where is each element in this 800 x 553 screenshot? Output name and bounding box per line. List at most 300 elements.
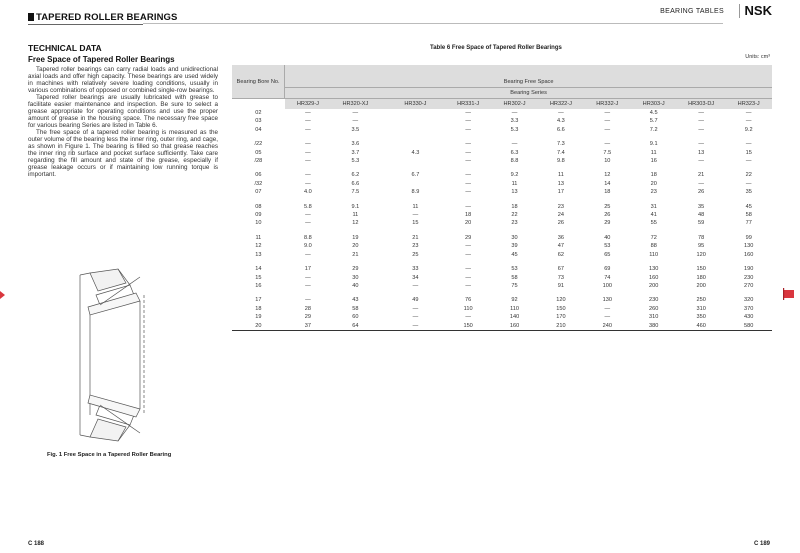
value-cell: 67 xyxy=(557,266,565,273)
table-row xyxy=(232,165,772,179)
value-cell: 22 xyxy=(745,172,752,179)
value-cell: 7.3 xyxy=(557,141,565,148)
value-cell: 110 xyxy=(510,305,519,312)
technical-data-subtitle: Free Space of Tapered Roller Bearings xyxy=(28,55,175,64)
value-cell: — xyxy=(465,243,471,250)
header-rule-left xyxy=(28,24,143,25)
table-row xyxy=(232,117,772,125)
bearing-series-header: Bearing Series xyxy=(285,88,772,99)
header-rule xyxy=(143,23,723,24)
table-row xyxy=(232,313,772,321)
value-cell: 9.2 xyxy=(510,172,519,179)
value-cell: 20 xyxy=(650,180,657,187)
value-cell: 43 xyxy=(352,297,359,304)
value-cell: — xyxy=(352,110,359,116)
value-cell: 11 xyxy=(352,212,359,219)
value-cell: 5.7 xyxy=(649,118,658,125)
table-row xyxy=(232,211,772,219)
table-row xyxy=(232,305,772,313)
value-cell: 9.1 xyxy=(351,203,360,210)
value-cell xyxy=(386,126,445,134)
value-cell: — xyxy=(412,314,419,321)
table-row xyxy=(232,282,772,290)
value-cell: — xyxy=(511,141,518,148)
value-cell: 31 xyxy=(650,203,657,210)
value-cell: 29 xyxy=(604,220,611,227)
value-cell: 19 xyxy=(352,234,359,241)
value-cell: — xyxy=(698,118,704,125)
column-header: HR303-J xyxy=(631,99,677,110)
bore-number-cell: 04 xyxy=(255,126,262,133)
value-cell: 23 xyxy=(412,243,419,250)
value-cell: 58 xyxy=(745,212,752,219)
value-cell: 72 xyxy=(650,234,657,241)
value-cell: 45 xyxy=(745,203,752,210)
value-cell: 11 xyxy=(412,203,419,210)
value-cell: 24 xyxy=(557,212,565,219)
bore-number-cell: 15 xyxy=(255,274,262,281)
bore-number-cell: 19 xyxy=(255,314,262,321)
value-cell: 3.6 xyxy=(351,141,360,148)
bore-number-cell: 05 xyxy=(255,149,262,156)
value-cell: 150 xyxy=(556,305,566,312)
value-cell: — xyxy=(698,126,704,133)
value-cell: 6.7 xyxy=(411,172,420,179)
value-cell xyxy=(386,117,445,125)
page-number-right: C 189 xyxy=(753,541,770,547)
bore-number-cell: /22 xyxy=(254,141,263,148)
value-cell: 7.5 xyxy=(603,149,612,156)
value-cell: 130 xyxy=(744,243,754,250)
bore-number-cell: 10 xyxy=(255,220,262,227)
value-cell: 41 xyxy=(650,212,657,219)
value-cell: — xyxy=(698,110,704,116)
value-cell: 110 xyxy=(463,305,473,312)
value-cell: 92 xyxy=(511,297,518,304)
units-label: Units: cm³ xyxy=(745,54,770,60)
value-cell: — xyxy=(465,251,471,258)
value-cell: — xyxy=(745,110,752,116)
value-cell: 230 xyxy=(744,274,754,281)
value-cell: 40 xyxy=(604,234,611,241)
value-cell: 74 xyxy=(604,274,611,281)
value-cell: 69 xyxy=(604,266,611,273)
value-cell: — xyxy=(465,141,471,148)
thumb-index-marker-icon xyxy=(0,290,6,300)
value-cell: 48 xyxy=(698,212,705,219)
value-cell: 100 xyxy=(602,282,612,289)
value-cell: — xyxy=(698,141,704,148)
value-cell: — xyxy=(465,172,471,179)
value-cell: — xyxy=(412,305,419,312)
value-cell: 180 xyxy=(696,274,706,281)
value-cell: 3.7 xyxy=(351,149,360,156)
value-cell: 5.3 xyxy=(351,158,360,165)
value-cell: — xyxy=(698,180,704,187)
value-cell: — xyxy=(604,118,611,125)
column-header: HR332-J xyxy=(584,99,630,110)
value-cell: 240 xyxy=(602,322,612,329)
value-cell: 170 xyxy=(556,314,566,321)
value-cell: 58 xyxy=(352,305,359,312)
value-cell: 140 xyxy=(509,314,520,321)
value-cell: 40 xyxy=(352,282,359,289)
value-cell: — xyxy=(465,118,471,125)
value-cell: 320 xyxy=(744,297,754,304)
value-cell xyxy=(386,157,445,165)
value-cell: 11 xyxy=(650,149,657,156)
value-cell: 5.3 xyxy=(510,126,519,133)
value-cell: — xyxy=(305,282,311,289)
page-number-left: C 188 xyxy=(28,541,45,547)
value-cell: 9.2 xyxy=(744,126,753,133)
value-cell: 350 xyxy=(696,314,706,321)
free-space-table xyxy=(232,65,772,331)
bore-number-cell: 14 xyxy=(255,266,262,273)
value-cell: — xyxy=(305,141,311,148)
value-cell: — xyxy=(305,274,311,281)
value-cell: 15 xyxy=(412,220,419,227)
value-cell: 25 xyxy=(412,251,419,258)
value-cell: — xyxy=(305,212,311,219)
value-cell: 29 xyxy=(304,314,312,321)
value-cell: 39 xyxy=(511,243,518,250)
value-cell: 35 xyxy=(698,203,705,210)
table-row xyxy=(232,242,772,250)
paragraph: The free space of a tapered roller bearing is measured as the outer volume of the bearing less the inner ring, outer ring, and cage, as shown in Figure 1. The bearing is filled so that grease reaches the inner ring rib surface and pocket surface sufficiently. Take care regarding the fill amount and state of the grease, especially if grease leakage occurs or if maintaining low running torque is important. xyxy=(28,129,218,178)
technical-data-title: TECHNICAL DATA xyxy=(28,43,102,53)
value-cell: 310 xyxy=(696,305,706,312)
value-cell: 250 xyxy=(696,297,706,304)
value-cell: 7.5 xyxy=(351,189,360,196)
section-title xyxy=(28,12,177,23)
value-cell: 11 xyxy=(511,180,518,187)
value-cell: 270 xyxy=(744,282,754,289)
value-cell: 4.3 xyxy=(557,118,565,125)
value-cell: — xyxy=(465,203,471,210)
value-cell: — xyxy=(305,220,311,227)
value-cell: 33 xyxy=(412,266,419,273)
value-cell: 20 xyxy=(465,220,472,227)
value-cell: — xyxy=(465,266,471,273)
value-cell: 23 xyxy=(557,203,565,210)
column-header: HR322-J xyxy=(538,99,584,110)
value-cell: 9.1 xyxy=(649,141,658,148)
value-cell: 430 xyxy=(744,314,754,321)
value-cell: 10 xyxy=(604,158,611,165)
value-cell: 25 xyxy=(604,203,611,210)
table-row xyxy=(232,228,772,242)
value-cell: 88 xyxy=(650,243,657,250)
value-cell: — xyxy=(352,118,359,125)
value-cell: — xyxy=(465,149,471,156)
technical-data-section xyxy=(28,43,218,178)
value-cell: — xyxy=(465,110,471,116)
table-row xyxy=(232,322,772,331)
square-bullet-icon xyxy=(28,13,34,21)
table-row xyxy=(232,274,772,282)
table-row xyxy=(232,109,772,117)
value-cell: 130 xyxy=(649,266,659,273)
value-cell: 75 xyxy=(511,282,518,289)
thumb-index-flag-icon xyxy=(782,288,796,300)
value-cell: — xyxy=(465,189,471,196)
value-cell: — xyxy=(511,110,518,116)
value-cell: 150 xyxy=(463,322,473,329)
value-cell: 22 xyxy=(511,212,518,219)
value-cell: 6.6 xyxy=(557,126,565,133)
value-cell: 120 xyxy=(696,251,706,258)
value-cell: 6.3 xyxy=(510,149,519,156)
value-cell: — xyxy=(305,180,311,187)
value-cell: 6.6 xyxy=(351,180,360,187)
value-cell: — xyxy=(305,172,311,179)
value-cell: 18 xyxy=(650,172,657,179)
value-cell: — xyxy=(305,149,311,156)
value-cell: — xyxy=(465,282,471,289)
column-header: HR303-DJ xyxy=(677,99,726,110)
value-cell: — xyxy=(305,110,311,116)
value-cell: 17 xyxy=(304,266,312,273)
value-cell: 13 xyxy=(511,189,518,196)
table-row xyxy=(232,157,772,165)
paragraph: Tapered roller bearings can carry radial loads and unidirectional axial loads and offer high capacity. These bearings are used widely in machines with relatively severe loading conditions, usually in various combinations of opposed or combined single-row bearings. xyxy=(28,66,218,94)
value-cell: 260 xyxy=(649,305,659,312)
value-cell: 380 xyxy=(649,322,659,329)
value-cell: 13 xyxy=(698,149,705,156)
table-row xyxy=(232,251,772,259)
value-cell: 76 xyxy=(465,297,472,304)
value-cell: 21 xyxy=(698,172,705,179)
bore-number-cell: 07 xyxy=(255,189,262,196)
column-header: HR323-J xyxy=(725,99,772,110)
bore-number-cell: 13 xyxy=(255,251,262,258)
value-cell: — xyxy=(305,297,311,304)
table-row xyxy=(232,188,772,196)
value-cell: 26 xyxy=(604,212,611,219)
value-cell: 12 xyxy=(352,220,359,227)
table-row xyxy=(232,290,772,304)
value-cell: — xyxy=(604,110,611,116)
value-cell: 53 xyxy=(511,266,518,273)
value-cell: 45 xyxy=(511,251,518,258)
value-cell: 8.9 xyxy=(411,189,420,196)
bore-number-cell: 03 xyxy=(255,118,262,125)
value-cell: 190 xyxy=(744,266,754,273)
value-cell: 210 xyxy=(556,322,566,329)
value-cell: 30 xyxy=(352,274,359,281)
value-cell: — xyxy=(465,180,471,187)
value-cell: 200 xyxy=(696,282,706,289)
value-cell: 58 xyxy=(511,274,518,281)
bore-number-cell: /28 xyxy=(254,158,263,165)
value-cell: — xyxy=(465,314,471,321)
value-cell: — xyxy=(745,158,752,165)
value-cell: 77 xyxy=(745,220,752,227)
value-cell: 62 xyxy=(557,251,565,258)
value-cell: 160 xyxy=(649,274,659,281)
value-cell: — xyxy=(465,274,471,281)
section-title-text: TAPERED ROLLER BEARINGS xyxy=(36,12,178,23)
value-cell: 20 xyxy=(352,243,359,250)
value-cell: 110 xyxy=(649,251,659,258)
value-cell: 8.8 xyxy=(304,234,312,241)
value-cell: 18 xyxy=(604,189,611,196)
value-cell: — xyxy=(305,118,311,125)
value-cell: — xyxy=(745,118,752,125)
bore-number-cell: 09 xyxy=(255,212,262,219)
value-cell: 160 xyxy=(744,251,754,258)
value-cell: — xyxy=(465,158,471,165)
value-cell: 4.3 xyxy=(411,149,420,156)
figure-caption: Fig. 1 Free Space in a Tapered Roller Bearing xyxy=(47,452,172,458)
value-cell: 78 xyxy=(698,234,705,241)
column-header: HR302-J xyxy=(491,99,537,110)
value-cell: 160 xyxy=(509,322,520,329)
value-cell: — xyxy=(604,314,611,321)
value-cell: 7.4 xyxy=(557,149,565,156)
bore-number-cell: 20 xyxy=(255,322,262,329)
value-cell: 5.8 xyxy=(304,203,312,210)
column-header: HR331-J xyxy=(445,99,491,110)
value-cell: 18 xyxy=(511,203,518,210)
value-cell: 99 xyxy=(745,234,752,241)
value-cell: 130 xyxy=(602,297,612,304)
value-cell: — xyxy=(698,158,704,165)
bore-number-cell: /32 xyxy=(254,180,263,187)
table-row xyxy=(232,197,772,211)
value-cell: 26 xyxy=(698,189,705,196)
value-cell: 9.8 xyxy=(557,158,565,165)
value-cell: — xyxy=(412,282,419,289)
value-cell: 7.2 xyxy=(649,126,658,133)
value-cell: 30 xyxy=(511,234,518,241)
table-row xyxy=(232,149,772,157)
value-cell: 4.5 xyxy=(649,110,658,116)
value-cell: 3.5 xyxy=(351,126,360,133)
bore-number-cell: 06 xyxy=(255,172,262,179)
value-cell: — xyxy=(604,141,611,148)
value-cell: 64 xyxy=(352,322,359,329)
value-cell: — xyxy=(305,158,311,165)
table-row xyxy=(232,259,772,273)
bore-number-cell: 08 xyxy=(255,203,262,210)
value-cell: 17 xyxy=(557,189,565,196)
value-cell: 95 xyxy=(698,243,705,250)
value-cell: 11 xyxy=(558,172,564,179)
value-cell: 460 xyxy=(696,322,706,329)
value-cell: 8.8 xyxy=(510,158,519,165)
value-cell: 91 xyxy=(557,282,565,289)
bore-number-header: Bearing Bore No. xyxy=(232,65,285,99)
value-cell: 21 xyxy=(352,251,359,258)
bore-number-cell: 12 xyxy=(255,243,262,250)
table-row xyxy=(232,180,772,188)
value-cell: — xyxy=(412,322,419,329)
paragraph: Tapered roller bearings are usually lubricated with grease to facilitate easier maintenance and inspection. Be sure to select a grease appropriate for operating conditions and use the proper amount of grease in the housing space. The necessary free space for various bearing Series are listed in Table 6. xyxy=(28,94,218,129)
bore-number-cell: 16 xyxy=(255,282,262,289)
value-cell: — xyxy=(604,305,611,312)
value-cell: 65 xyxy=(604,251,611,258)
value-cell: — xyxy=(465,126,471,133)
table-row xyxy=(232,219,772,227)
value-cell xyxy=(386,109,445,117)
value-cell: 59 xyxy=(698,220,705,227)
value-cell: 29 xyxy=(465,234,472,241)
value-cell: 55 xyxy=(650,220,657,227)
column-header: HR330-J xyxy=(386,99,445,110)
value-cell: — xyxy=(745,141,752,148)
value-cell: — xyxy=(305,126,311,133)
value-cell: 310 xyxy=(649,314,659,321)
value-cell: 53 xyxy=(604,243,611,250)
value-cell: 9.0 xyxy=(304,243,312,250)
free-space-header: Bearing Free Space xyxy=(285,77,772,88)
value-cell: 18 xyxy=(465,212,472,219)
value-cell: 29 xyxy=(352,266,359,273)
bore-number-cell: 18 xyxy=(255,305,262,312)
value-cell: 49 xyxy=(412,297,419,304)
value-cell: — xyxy=(745,180,752,187)
bearing-tables-label: BEARING TABLES xyxy=(660,8,724,15)
value-cell: 200 xyxy=(649,282,659,289)
table-body xyxy=(232,109,772,330)
value-cell xyxy=(386,134,445,148)
value-cell: 73 xyxy=(557,274,565,281)
value-cell: 60 xyxy=(352,314,359,321)
value-cell: — xyxy=(305,251,311,258)
table-title: Table 6 Free Space of Tapered Roller Bearings xyxy=(430,45,562,51)
value-cell: 150 xyxy=(696,266,706,273)
value-cell: 23 xyxy=(650,189,657,196)
bore-number-cell: 17 xyxy=(255,297,262,304)
table-row xyxy=(232,126,772,134)
value-cell: 35 xyxy=(745,189,752,196)
value-cell: — xyxy=(412,212,419,219)
value-cell: 6.2 xyxy=(351,172,360,179)
value-cell: 28 xyxy=(304,305,312,312)
value-cell: 230 xyxy=(649,297,659,304)
bearing-cross-section-figure xyxy=(60,265,195,445)
value-cell: 23 xyxy=(511,220,518,227)
value-cell: — xyxy=(604,126,611,133)
value-cell: 580 xyxy=(744,322,754,329)
table-row xyxy=(232,134,772,148)
value-cell: 21 xyxy=(412,234,419,241)
value-cell xyxy=(386,180,445,188)
bore-number-cell: 02 xyxy=(255,110,262,116)
value-cell: 34 xyxy=(412,274,419,281)
value-cell: 36 xyxy=(557,234,565,241)
value-cell: 13 xyxy=(557,180,565,187)
value-cell: 14 xyxy=(604,180,611,187)
column-header: HR320-XJ xyxy=(331,99,380,110)
value-cell: 15 xyxy=(745,149,752,156)
value-cell: 370 xyxy=(744,305,754,312)
value-cell: 4.0 xyxy=(304,189,312,196)
value-cell: 16 xyxy=(650,158,657,165)
bore-number-cell: 11 xyxy=(255,234,262,241)
value-cell: 120 xyxy=(556,297,566,304)
value-cell: 47 xyxy=(557,243,565,250)
nsk-logo: NSK xyxy=(739,4,772,18)
value-cell: 12 xyxy=(604,172,611,179)
value-cell: 26 xyxy=(557,220,565,227)
value-cell: 3.3 xyxy=(510,118,519,125)
column-header: HR329-J xyxy=(285,99,331,110)
value-cell: — xyxy=(558,110,564,116)
value-cell: 37 xyxy=(304,322,312,329)
